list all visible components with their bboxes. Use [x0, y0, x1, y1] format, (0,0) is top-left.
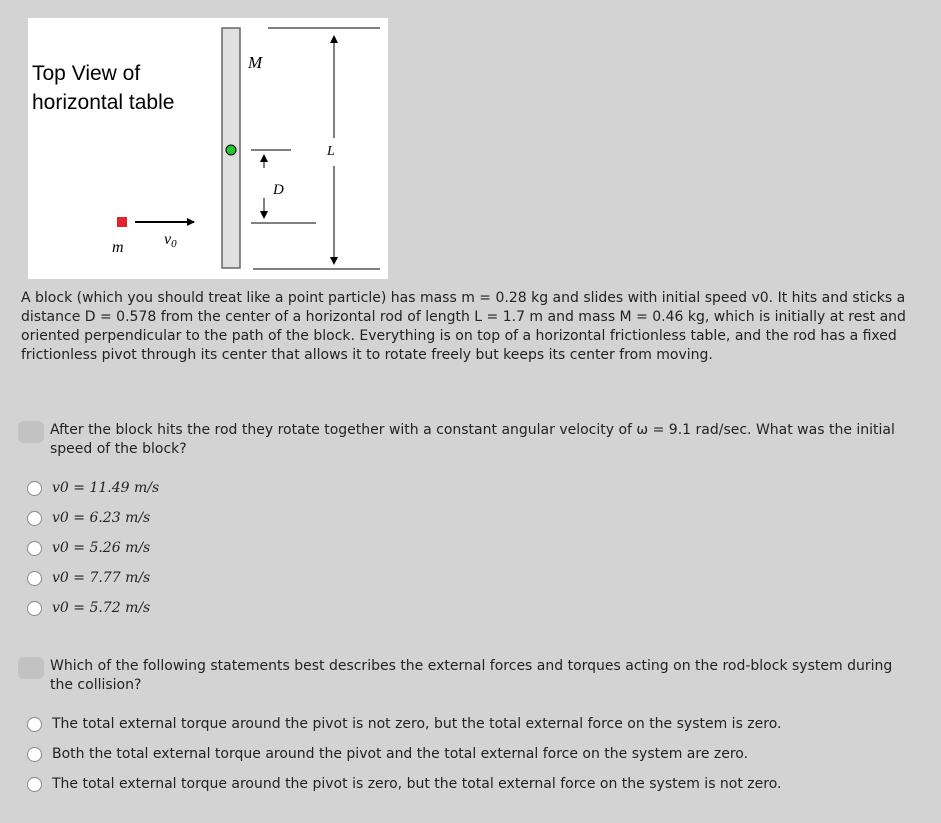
- q1-option-2-radio[interactable]: [27, 511, 42, 526]
- q2-option-2-radio[interactable]: [27, 747, 42, 762]
- q2-option-1[interactable]: [27, 716, 782, 732]
- label-v0: v0: [164, 231, 177, 250]
- q2-option-3-radio[interactable]: [27, 777, 42, 792]
- q1-option-4-label: v0 = 7.77 m/s: [52, 570, 151, 586]
- q2-option-2-label: Both the total external torque around the pivot and the total external force on the system are zero.: [52, 746, 749, 762]
- q1-option-1[interactable]: [27, 480, 159, 496]
- q2-option-1-label: The total external torque around the pivot is not zero, but the total external force on the system is zero.: [52, 716, 782, 732]
- q1-option-3-label: v0 = 5.26 m/s: [52, 540, 151, 556]
- q2-option-3-label: The total external torque around the pivot is zero, but the total external force on the system is not zero.: [52, 776, 782, 792]
- label-L: L: [327, 144, 335, 159]
- pivot-point: [226, 145, 236, 155]
- q1-option-4-radio[interactable]: [27, 571, 42, 586]
- question-1-text: After the block hits the rod they rotate together with a constant angular velocity of ω = 9.1 rad/sec. What was the initial speed of the block?: [50, 422, 895, 457]
- question-2-marker: [18, 657, 44, 679]
- q1-option-5[interactable]: [27, 600, 150, 616]
- question-2-text: Which of the following statements best describes the external forces and torques acting on the rod-block system during the collision?: [50, 658, 893, 693]
- q2-option-3[interactable]: [27, 776, 782, 792]
- question-1-marker: [18, 421, 44, 443]
- q2-option-2[interactable]: [27, 746, 748, 762]
- q1-option-2[interactable]: [27, 510, 150, 526]
- q1-option-5-label: v0 = 5.72 m/s: [52, 600, 151, 616]
- label-m: m: [112, 239, 124, 256]
- diagram-title-line-1: Top View of: [32, 62, 141, 85]
- q1-option-3-radio[interactable]: [27, 541, 42, 556]
- q1-option-2-label: v0 = 6.23 m/s: [52, 510, 151, 526]
- physics-diagram: [28, 18, 388, 279]
- label-D: D: [273, 182, 284, 198]
- q1-option-3[interactable]: [27, 540, 150, 556]
- label-M: M: [248, 53, 263, 72]
- q1-option-1-label: v0 = 11.49 m/s: [52, 480, 160, 496]
- diagram-svg: [28, 18, 388, 279]
- problem-statement: A block (which you should treat like a point particle) has mass m = 0.28 kg and slides with initial speed v0. It hits and sticks a distance D = 0.578 from the center of a horizontal rod of length L = 1.7 m and mass M = 0.46 kg, which is initially at rest and oriented perpendicular to the path of the block. Everything is on top of a horizontal frictionless table, and the rod has a fixed frictionless pivot through its center that allows it to rotate freely but keeps its center from moving.: [21, 290, 906, 363]
- q1-option-1-radio[interactable]: [27, 481, 42, 496]
- diagram-title-line-2: horizontal table: [32, 91, 175, 114]
- q1-option-5-radio[interactable]: [27, 601, 42, 616]
- q2-option-1-radio[interactable]: [27, 717, 42, 732]
- block: [117, 217, 127, 227]
- q1-option-4[interactable]: [27, 570, 150, 586]
